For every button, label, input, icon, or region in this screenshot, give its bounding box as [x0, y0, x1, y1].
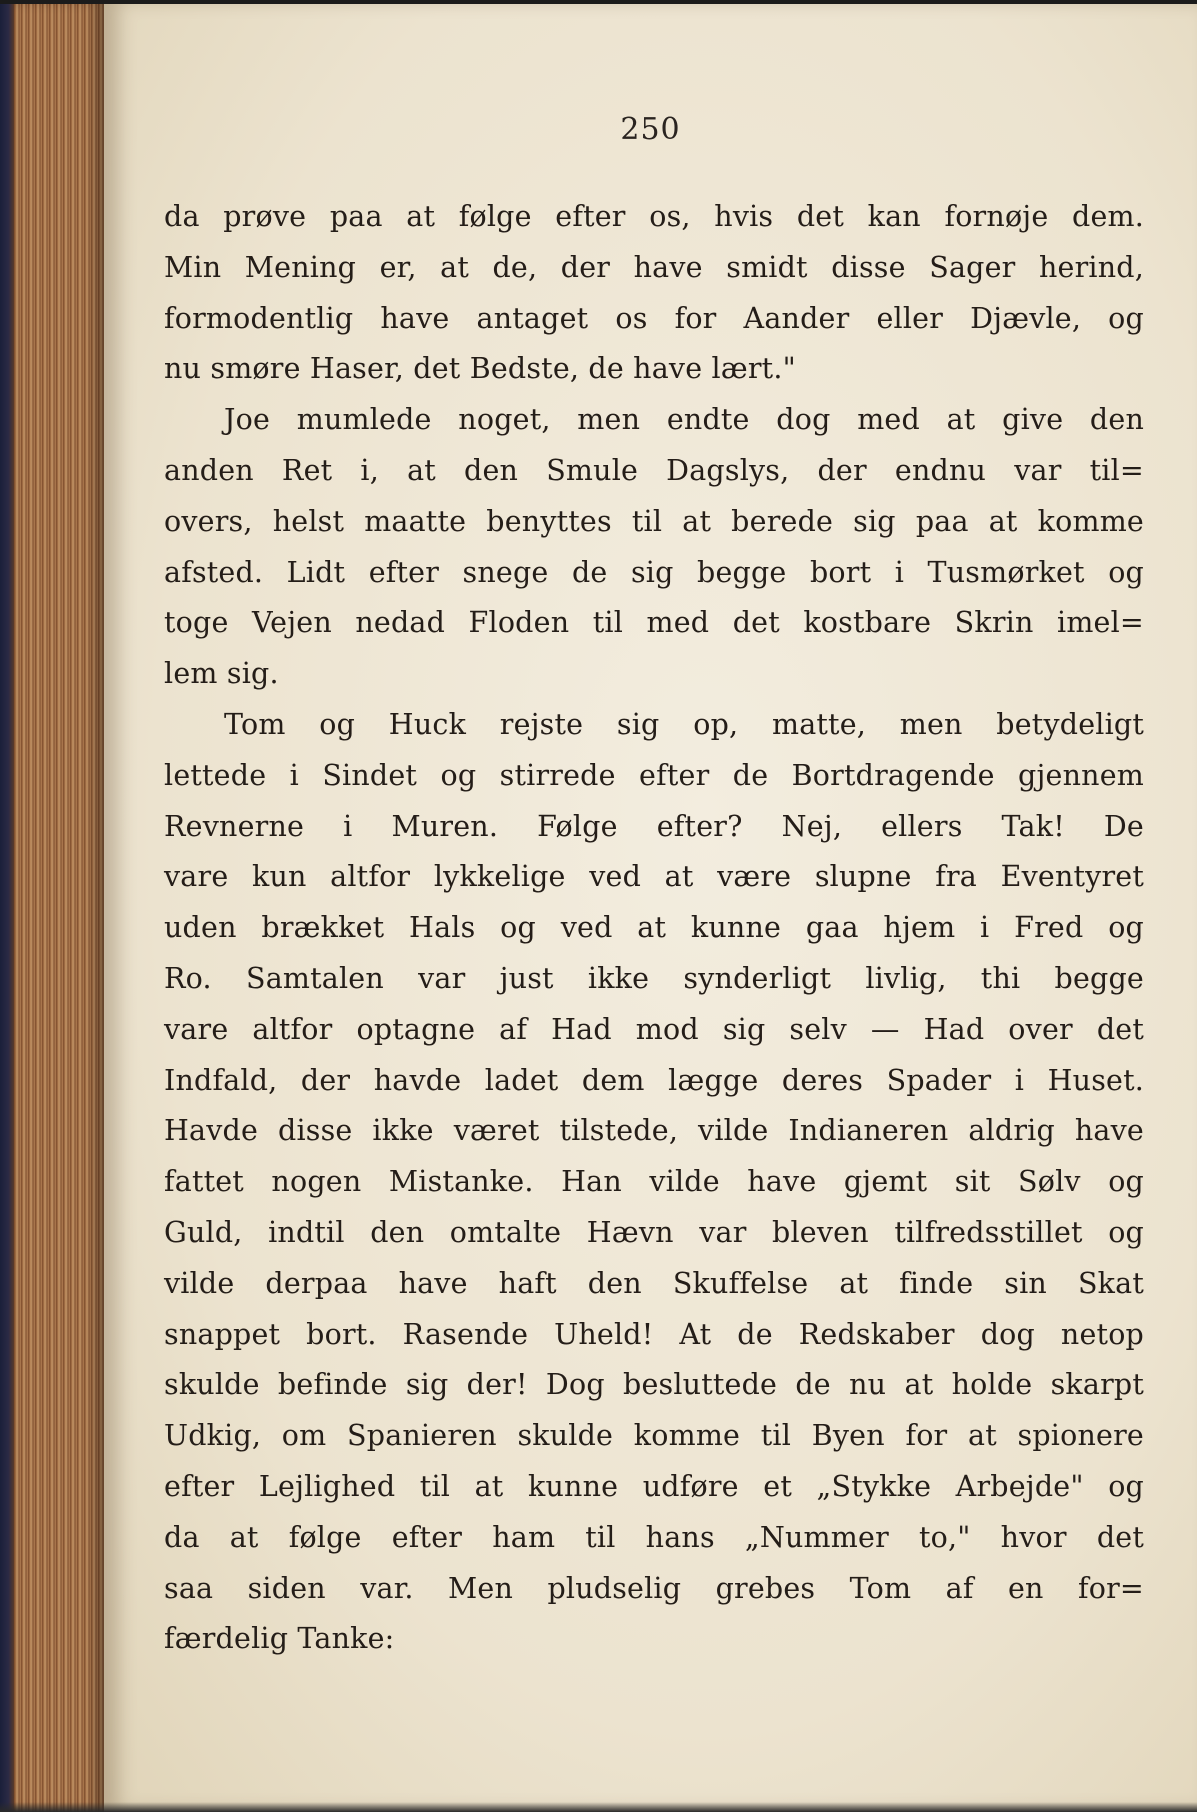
text-line: anden Ret i, at den Smule Dagslys, der endnu var til=	[164, 453, 1144, 487]
text-line: Guld, indtil den omtalte Hævn var bleven tilfredsstillet og	[164, 1215, 1144, 1249]
text-line: vare kun altfor lykkelige ved at være slupne fra Eventyret	[164, 860, 1144, 894]
text-line: overs, helst maatte benyttes til at berede sig paa at komme	[164, 504, 1144, 538]
text-line: efter Lejlighed til at kunne udføre et „Stykke Arbejde" og	[164, 1469, 1144, 1503]
text-line: Min Mening er, at de, der have smidt disse Sager herind,	[164, 250, 1144, 284]
text-line: formodentlig have antaget os for Aander eller Djævle, og	[164, 301, 1144, 335]
text-line: Revnerne i Muren. Følge efter? Nej, ellers Tak! De	[164, 809, 1144, 843]
text-line: saa siden var. Men pludselig grebes Tom af en for=	[164, 1571, 1144, 1605]
text-line: færdelig Tanke:	[164, 1622, 395, 1656]
text-line: lettede i Sindet og stirrede efter de Bortdragende gjennem	[164, 758, 1144, 792]
text-line: nu smøre Haser, det Bedste, de have lært."	[164, 352, 796, 386]
text-line: da prøve paa at følge efter os, hvis det kan fornøje dem.	[164, 200, 1144, 233]
text-line: afsted. Lidt efter snege de sig begge bort i Tusmørket og	[164, 555, 1144, 589]
text-line: Udkig, om Spanieren skulde komme til Byen for at spionere	[164, 1419, 1144, 1453]
text-line: toge Vejen nedad Floden til med det kostbare Skrin imel=	[164, 606, 1144, 640]
page-edges	[14, 0, 104, 1812]
body-text	[164, 192, 1144, 1665]
text-line: Ro. Samtalen var just ikke synderligt livlig, thi begge	[164, 961, 1144, 995]
text-line: Joe mumlede noget, men endte dog med at give den	[224, 403, 1144, 437]
text-line: skulde befinde sig der! Dog besluttede de nu at holde skarpt	[164, 1368, 1144, 1402]
text-line: da at følge efter ham til hans „Nummer to," hvor det	[164, 1520, 1144, 1554]
book-binding	[0, 0, 14, 1812]
text-line: vare altfor optagne af Had mod sig selv — Had over det	[164, 1012, 1144, 1046]
text-line: lem sig.	[164, 657, 279, 691]
top-edge	[0, 0, 1197, 4]
text-line: Havde disse ikke været tilstede, vilde Indianeren aldrig have	[164, 1114, 1144, 1148]
page-number: 250	[620, 112, 681, 147]
text-line: uden brækket Hals og ved at kunne gaa hjem i Fred og	[164, 911, 1144, 945]
text-line: Indfald, der havde ladet dem lægge deres Spader i Huset.	[164, 1063, 1144, 1097]
text-line: fattet nogen Mistanke. Han vilde have gjemt sit Sølv og	[164, 1165, 1144, 1199]
text-line: vilde derpaa have haft den Skuffelse at finde sin Skat	[164, 1266, 1144, 1300]
text-line: Tom og Huck rejste sig op, matte, men betydeligt	[224, 707, 1144, 741]
text-line: snappet bort. Rasende Uheld! At de Redskaber dog netop	[164, 1317, 1144, 1351]
bottom-edge	[0, 1802, 1197, 1812]
